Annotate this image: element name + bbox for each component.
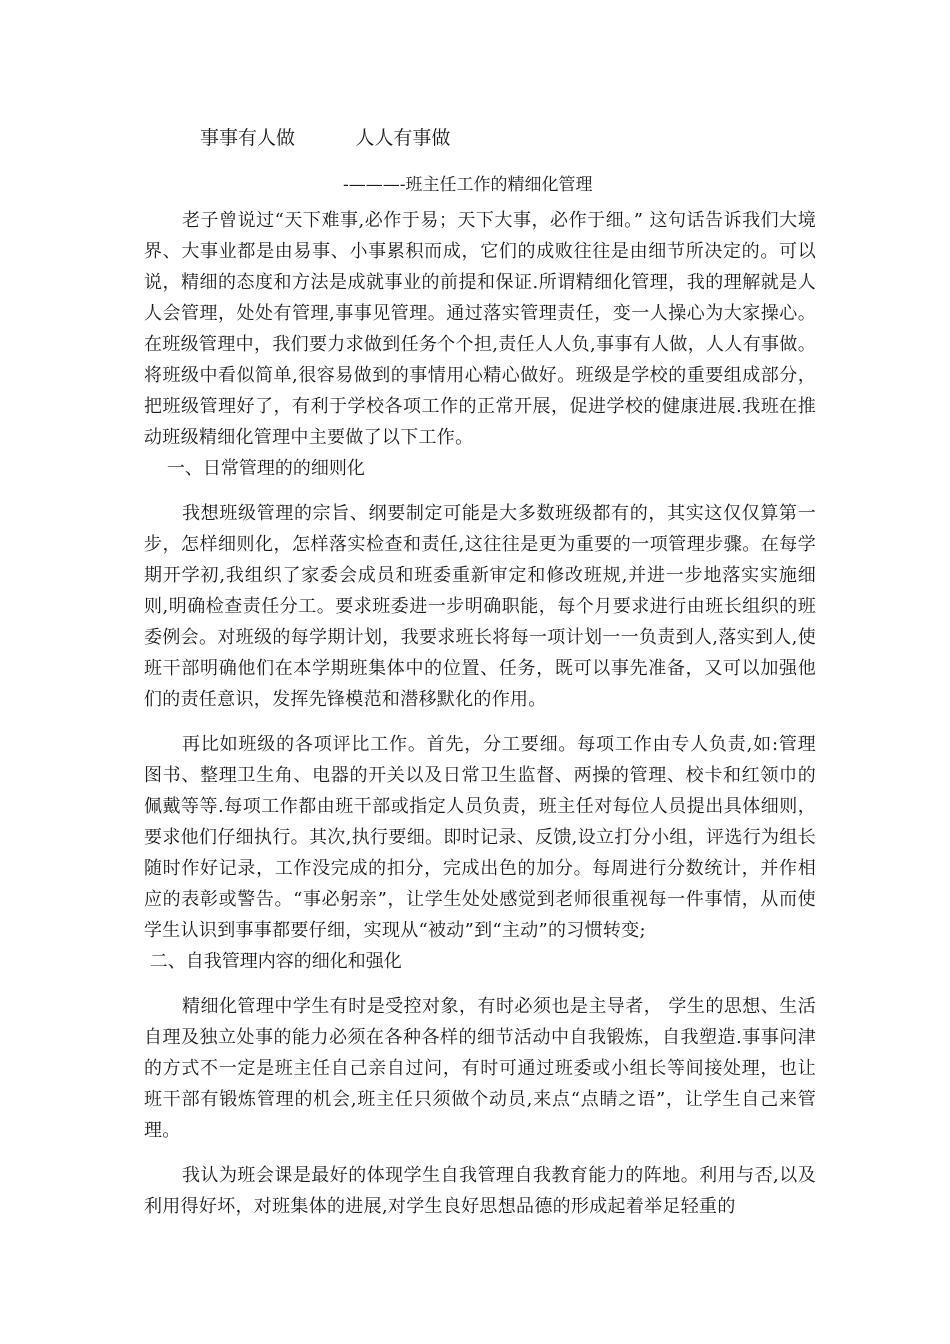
document-title: 事事有人做 人人有事做 [200, 127, 451, 149]
section-heading-1: 一、日常管理的的细则化 [144, 458, 365, 479]
document-body [144, 205, 816, 1222]
paragraph-section2-a: 精细化管理中学生有时是受控对象，有时必须也是主导者， 学生的思想、生活自理及独立处事的能力必须在各种各样的细节活动中自我锻炼，自我塑造.事事问津的方式不一定是班主任自己亲自过问，有时可通过班委或小组长等间接处理，也让班干部有锻炼管理的机会,班主任只须做个动员,来点“点睛之语”，让学生自己来管理。 [144, 996, 816, 1141]
paragraph-section1-a: 我想班级管理的宗旨、纲要制定可能是大多数班级都有的，其实这仅仅算第一步，怎样细则化，怎样落实检查和责任,这往往是更为重要的一项管理步骤。在每学期开学初,我组织了家委会成员和班委重新审定和修改班规,并进一步地落实实施细则,明确检查责任分工。要求班委进一步明确职能，每个月要求进行由班长组织的班委例会。对班级的每学期计划，我要求班长将每一项计划一一负责到人,落实到人,使班干部明确他们在本学期班集体中的位置、任务，既可以事先准备，又可以加强他们的责任意识，发挥先锋模范和潜移默化的作用。 [144, 503, 816, 710]
paragraph-intro: 老子曾说过“天下难事,必作于易；天下大事，必作于细。” 这句话告诉我们大境界、大事业都是由易事、小事累积而成，它们的成败往往是由细节所决定的。可以说，精细的态度和方法是成就事业的前提和保证.所谓精细化管理，我的理解就是人人会管理，处处有管理,事事见管理。通过落实管理责任，变一人操心为大家操心。在班级管理中，我们要力求做到任务个个担,责任人人负,事事有人做，人人有事做。将班级中看似简单,很容易做到的事情用心精心做好。班级是学校的重要组成部分，把班级管理好了，有利于学校各项工作的正常开展，促进学校的健康进展.我班在推动班级精细化管理中主要做了以下工作。 [144, 210, 816, 448]
paragraph-section1-b: 再比如班级的各项评比工作。首先，分工要细。每项工作由专人负责,如:管理图书、整理卫生角、电器的开关以及日常卫生监督、两操的管理、校卡和红领巾的佩戴等等.每项工作都由班干部或指定人员负责，班主任对每位人员提出具体细则，要求他们仔细执行。其次,执行要细。即时记录、反馈,设立打分小组，评选行为组长随时作好记录，工作没完成的扣分，完成出色的加分。每周进行分数统计，并作相应的表彰或警告。“事必躬亲”，让学生处处感觉到老师很重视每一件事情，从而使学生认识到事事都要仔细，实现从“被动”到“主动”的习惯转变; [144, 734, 816, 941]
paragraph-section2-b: 我认为班会课是最好的体现学生自我管理自我教育能力的阵地。利用与否,以及利用得好坏，对班集体的进展,对学生良好思想品德的形成起着举足轻重的 [144, 1165, 816, 1217]
section-heading-2: 二、自我管理内容的细化和强化 [144, 951, 402, 972]
document-subtitle: -———-班主任工作的精细化管理 [343, 175, 593, 195]
